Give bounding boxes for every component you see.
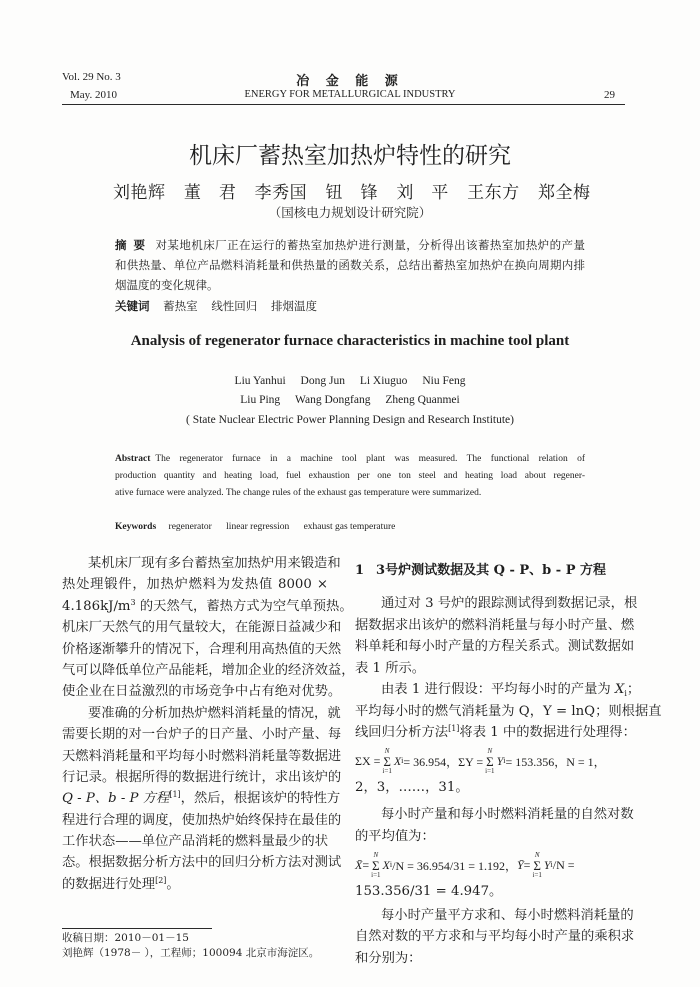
variable: Y xyxy=(543,857,551,872)
affiliation-en: ( State Nuclear Electric Power Planning Design and Research Institute) xyxy=(186,414,514,426)
sum-symbol: Σ xyxy=(372,857,380,873)
body-line xyxy=(62,596,353,617)
body-line xyxy=(355,679,641,700)
body-text: 。 xyxy=(166,876,180,892)
author-cn: 李秀国 xyxy=(254,183,307,203)
sum-lower-limit: i=1 xyxy=(371,870,381,879)
author-en: Liu Ping xyxy=(240,394,281,406)
abstract-cn-label: 摘 要 xyxy=(115,238,145,252)
equation-continuation: 2，3，……，31。 xyxy=(355,780,469,795)
keywords-en xyxy=(115,519,585,535)
abstract-cn-line xyxy=(115,236,585,255)
variable: X xyxy=(382,857,390,872)
section-number: 1 xyxy=(355,563,365,578)
keyword-cn: 蓄热室 xyxy=(163,298,198,313)
author-cn: 刘 平 xyxy=(396,183,449,203)
journal-name-en: ENERGY FOR METALLURGICAL INDUSTRY xyxy=(244,89,456,100)
body-line: 需要长期的对一台炉子的日产量、小时产量、每 xyxy=(62,727,342,743)
abstract-en-line xyxy=(115,451,585,467)
summation xyxy=(382,748,391,775)
body-line: 平均每小时的燃气消耗量为 Q，Y = lnQ；则根据直 xyxy=(355,703,662,719)
author-en: Niu Feng xyxy=(422,375,466,387)
author-cn: 郑全梅 xyxy=(537,183,590,203)
paper-title-cn: 机床厂蓄热室加热炉特性的研究 xyxy=(189,143,511,169)
author-list-en-line-2 xyxy=(0,392,700,408)
variable: X xyxy=(393,753,402,768)
keyword-en: linear regression xyxy=(226,522,290,532)
body-line: 通过对 3 号炉的跟踪测试得到数据记录，根 xyxy=(381,596,638,611)
body-text: Q - P、b - P 方程 xyxy=(62,791,170,807)
superscript: 3 xyxy=(130,597,136,607)
citation: [1] xyxy=(169,790,181,800)
sum-lower-limit: i=1 xyxy=(532,870,542,879)
sum-lower-limit: i=1 xyxy=(382,766,392,775)
eq-text: = xyxy=(523,857,531,872)
body-line: 料单耗和每小时产量的方程关系式。测试数据如 xyxy=(355,639,635,654)
sum-upper-limit: N xyxy=(384,746,390,755)
variable: Y xyxy=(496,753,504,768)
body-text: 的数据进行处理 xyxy=(62,876,156,892)
body-line: 机床厂天然气的用气量较大，在能源日益减少和 xyxy=(62,620,342,636)
abstract-cn-line: 和供热量、单位产品燃料消耗量和供热量的函数关系，总结出蓄热室加热炉在换向周期内排 xyxy=(115,258,585,272)
author-list-cn xyxy=(113,178,590,203)
keywords-cn xyxy=(115,297,585,316)
body-line: 态。根据数据分析方法中的回归分析方法对测试 xyxy=(62,855,342,871)
sum-upper-limit: N xyxy=(373,850,379,859)
affiliation-cn: （国核电力规划设计研究院） xyxy=(268,205,432,220)
author-en: Zheng Quanmei xyxy=(385,394,460,406)
body-line: 行记录。根据所得的数据进行统计，求出该炉的 xyxy=(62,769,342,785)
sum-symbol: Σ xyxy=(486,753,494,769)
body-text: ，然后，根据该炉的特性方 xyxy=(180,791,341,807)
equation-means: X̄ = N Σ i=1 X i /N = 36.954/31 = 1.192， Ȳ = N Σ i=1 Y i /N = xyxy=(355,850,575,879)
keywords-cn-label: 关键词 xyxy=(115,298,150,313)
header-rule xyxy=(62,104,625,105)
author-cn: 刘艳辉 xyxy=(113,183,165,203)
body-text: 将表 1 中的数据进行处理得： xyxy=(459,725,636,740)
body-line: 每小时产量平方求和、每小时燃料消耗量的 xyxy=(381,907,634,923)
author-cn: 王东方 xyxy=(467,183,520,203)
author-en: Wang Dongfang xyxy=(295,394,371,406)
paper-title-en: Analysis of regenerator furnace characteristics in machine tool plant xyxy=(130,333,570,349)
equation-sums: ΣX = N Σ i=1 X i = 36.954，ΣY = N Σ i=1 Y i = 153.356，N = 1， xyxy=(355,746,606,775)
body-text: ； xyxy=(626,682,641,697)
author-en: Liu Yanhui xyxy=(234,375,286,387)
eq-text: = 36.954，ΣY = xyxy=(403,754,484,769)
body-line: 和分别为： xyxy=(355,950,422,966)
subscript: i xyxy=(624,689,627,698)
body-line: 工作状态——单位产品消耗的燃料量最少的状 xyxy=(62,834,328,850)
author-list-en-line-1 xyxy=(0,373,700,389)
summation xyxy=(371,852,380,879)
summation xyxy=(485,748,494,775)
variable: X xyxy=(614,682,625,697)
body-line: 要准确的分析加热炉燃料消耗量的情况，就 xyxy=(88,705,341,721)
body-line xyxy=(355,722,636,743)
sum-symbol: Σ xyxy=(533,857,541,873)
journal-date: May. 2010 xyxy=(70,89,117,101)
eq-text: = 153.356，N = 1， xyxy=(505,754,606,769)
body-line: 气可以降低单位产品能耗，增加企业的经济效益， xyxy=(62,662,355,678)
abstract-cn-text: 对某地机床厂正在运行的蓄热室加热炉进行测量，分析得出该蓄热室加热炉的产量 xyxy=(155,238,585,252)
abstract-en-text: The regenerator furnace in a machine tool plant was measured. The functional relation of xyxy=(155,454,585,464)
section-title: 3号炉测试数据及其 Q - P、b - P 方程 xyxy=(376,563,607,578)
keyword-cn: 线性回归 xyxy=(211,298,258,313)
author-en: Li Xiuguo xyxy=(359,375,408,387)
body-line: 自然对数的平方求和与平均每小时产量的乘积求 xyxy=(355,929,635,944)
body-line: 每小时产量和每小时燃料消耗量的自然对数 xyxy=(381,807,634,822)
journal-name-cn: 冶 金 能 源 xyxy=(296,74,404,89)
body-line xyxy=(62,874,328,895)
body-line: 热处理锻件，加热炉燃料为发热值 8000 × xyxy=(62,577,328,593)
body-text: 线回归分析方法 xyxy=(355,725,449,740)
body-line: 使企业在日益激烈的市场竞争中占有绝对优势。 xyxy=(62,684,342,700)
abstract-cn-line: 烟温度的变化规律。 xyxy=(115,277,219,292)
body-line: 表 1 所示。 xyxy=(355,660,426,676)
abstract-en-label: Abstract xyxy=(115,454,151,464)
eq-text: = xyxy=(362,857,370,872)
eq-text: ΣX = xyxy=(355,753,381,768)
eq-text: /N = 36.954/31 = 1.192， xyxy=(392,858,517,873)
author-cn: 董 君 xyxy=(183,183,236,203)
received-date: 收稿日期：2010－01－15 xyxy=(62,932,189,944)
author-bio: 刘艳辉（1978－ ），工程师；100094 北京市海淀区。 xyxy=(62,947,320,959)
body-text: 由表 1 进行假设：平均每小时的产量为 xyxy=(381,682,615,697)
abstract-en-line: production quantity and heating load, fuel exhaustion per one ton steel and heating load about regener- xyxy=(115,471,585,481)
body-text: 的天然气，蓄热方式为空气单预热。 xyxy=(135,598,353,614)
body-text: 4.186kJ/m xyxy=(62,598,131,614)
body-line xyxy=(62,788,341,809)
keywords-en-label: Keywords xyxy=(115,522,157,532)
body-line: 程进行合理的调度，使加热炉始终保持在最佳的 xyxy=(62,812,342,828)
body-line: 天燃料消耗量和平均每小时燃料消耗量等数据进 xyxy=(62,748,342,764)
sum-symbol: Σ xyxy=(383,753,391,769)
equation-continuation: 153.356/31 = 4.947。 xyxy=(355,884,503,899)
citation: [2] xyxy=(155,875,167,885)
sum-upper-limit: N xyxy=(534,850,540,859)
page-number: 29 xyxy=(604,89,615,101)
author-en: Dong Jun xyxy=(300,375,345,387)
mean-symbol: X̄ xyxy=(355,857,363,872)
footnote-rule xyxy=(62,928,212,929)
sum-upper-limit: N xyxy=(487,746,493,755)
body-left-column xyxy=(62,553,355,895)
body-line: 某机床厂现有多台蓄热室加热炉用来锻造和 xyxy=(88,556,341,571)
sum-lower-limit: i=1 xyxy=(485,766,495,775)
mean-symbol: Ȳ xyxy=(516,857,524,872)
section-heading xyxy=(355,560,627,582)
citation: [1] xyxy=(448,724,460,733)
body-line: 价格逐渐攀升的情况下，合理利用高热值的天然 xyxy=(62,641,342,657)
body-line: 据数据求出该炉的燃料消耗量与每小时产量、燃 xyxy=(355,617,635,633)
body-line: 的平均值为： xyxy=(355,828,435,844)
journal-volume: Vol. 29 No. 3 xyxy=(62,71,121,83)
summation xyxy=(532,852,541,879)
author-cn: 钮 锋 xyxy=(325,183,378,203)
keyword-cn: 排烟温度 xyxy=(270,298,317,313)
keyword-en: exhaust gas temperature xyxy=(303,522,396,532)
eq-text: /N = xyxy=(552,857,575,872)
abstract-en-line: ative furnace were analyzed. The change rules of the exhaust gas temperature were summarized. xyxy=(115,488,482,498)
keyword-en: regenerator xyxy=(168,522,212,532)
